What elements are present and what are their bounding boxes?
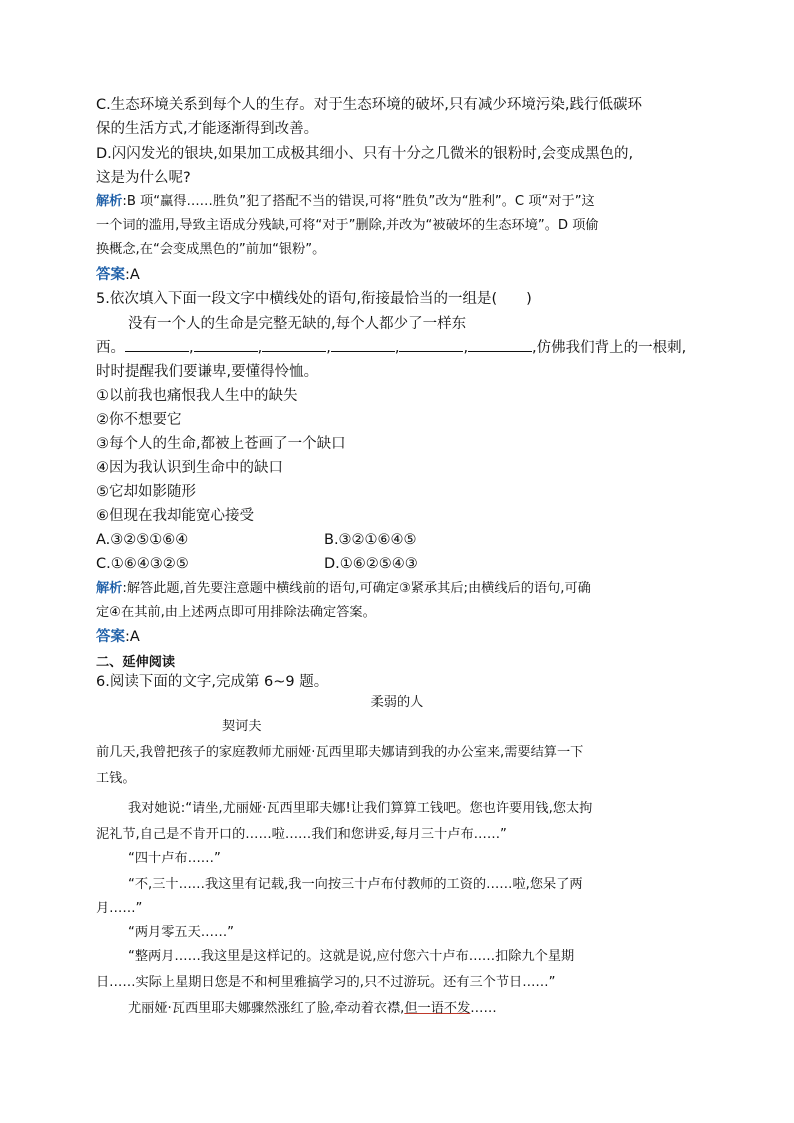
option-c: C.①⑥④③②⑤ <box>96 556 189 572</box>
analysis-label: 解析 <box>96 581 123 596</box>
q6-stem: 6.阅读下面的文字,完成第 6~9 题。 <box>96 674 329 690</box>
story-title: 柔弱的人 <box>370 695 424 710</box>
story-p7 <box>128 998 497 1020</box>
q5-options-row2 <box>96 553 596 575</box>
option-d: D.①⑥②⑤④③ <box>324 556 418 572</box>
blank-1 <box>125 337 189 352</box>
q5-item-2: ②你不想要它 <box>96 412 182 428</box>
story-text: 尤丽娅·瓦西里耶夫娜骤然涨红了脸,牵动着衣襟, <box>128 1001 405 1016</box>
q4-analysis-line2: 一个词的滥用,导致主语成分残缺,可将“对于”删除,并改为“被破坏的生态环境”。D 项偷 <box>96 218 599 233</box>
underlined-phrase: 但一语不发 <box>404 1001 471 1016</box>
answer-label: 答案 <box>96 629 125 645</box>
story-p3: “四十卢布……” <box>128 851 221 866</box>
q5-item-4: ④因为我认识到生命中的缺口 <box>96 460 283 476</box>
q4-analysis-line3: 换概念,在“会变成黑色的”前加“银粉”。 <box>96 242 326 257</box>
q4-option-c-line2: 保的生活方式,才能逐渐得到改善。 <box>96 121 319 137</box>
passage-text: ,仿佛我们背上的一根刺, <box>532 340 687 356</box>
option-a: A.③②⑤①⑥④ <box>96 532 189 548</box>
q5-options-row1 <box>96 529 596 551</box>
story-p2-line2: 泥礼节,自己是不肯开口的……啦……我们和您讲妥,每月三十卢布……” <box>96 827 507 842</box>
q4-answer <box>96 264 140 286</box>
answer-label: 答案 <box>96 267 125 283</box>
q5-stem: 5.依次填入下面一段文字中横线处的语句,衔接最恰当的一组是( ) <box>96 291 532 307</box>
q5-analysis-line2: 定④在其前,由上述两点即可用排除法确定答案。 <box>96 605 376 620</box>
q5-item-6: ⑥但现在我却能宽心接受 <box>96 508 254 524</box>
story-author: 契诃夫 <box>222 719 262 734</box>
blank-3 <box>262 337 326 352</box>
section-heading: 二、延伸阅读 <box>96 655 176 670</box>
blank-5 <box>399 337 463 352</box>
story-p6-line2: 日……实际上星期日您是不和柯里雅搞学习的,只不过游玩。还有三个节日……” <box>96 975 556 990</box>
answer-value: :A <box>125 267 140 283</box>
story-p2-line1: 我对她说:“请坐,尤丽娅·瓦西里耶夫娜!让我们算算工钱吧。您也许要用钱,您太拘 <box>128 801 593 816</box>
q5-answer <box>96 626 140 648</box>
story-p1-line1: 前几天,我曾把孩子的家庭教师尤丽娅·瓦西里耶夫娜请到我的办公室来,需要结算一下 <box>96 745 584 760</box>
q5-analysis-line1 <box>96 578 591 600</box>
story-p4-line2: 月……” <box>96 901 143 916</box>
q5-passage-line3: 时时提醒我们要谦卑,要懂得怜恤。 <box>96 364 319 380</box>
q4-analysis-line1 <box>96 191 595 213</box>
q5-item-5: ⑤它却如影随形 <box>96 484 196 500</box>
q4-option-d-line1: D.闪闪发光的银块,如果加工成极其细小、只有十分之几微米的银粉时,会变成黑色的, <box>96 146 634 162</box>
story-p6-line1: “整两月……我这里是这样记的。这就是说,应付您六十卢布……扣除九个星期 <box>128 949 575 964</box>
analysis-label: 解析 <box>96 194 123 209</box>
blank-6 <box>468 337 532 352</box>
story-p4-line1: “不,三十……我这里有记载,我一向按三十卢布付教师的工资的……啦,您呆了两 <box>128 877 583 892</box>
q5-passage-line1: 没有一个人的生命是完整无缺的,每个人都少了一样东 <box>128 316 467 332</box>
story-text: …… <box>470 1001 497 1016</box>
q5-item-1: ①以前我也痛恨我人生中的缺失 <box>96 388 298 404</box>
story-p1-line2: 工钱。 <box>96 771 136 786</box>
blank-2 <box>194 337 258 352</box>
analysis-text: :解答此题,首先要注意题中横线前的语句,可确定③紧承其后;由横线后的语句,可确 <box>122 581 591 596</box>
q4-option-c-line1: C.生态环境关系到每个人的生存。对于生态环境的破坏,只有减少环境污染,践行低碳环 <box>96 97 642 113</box>
analysis-text: :B 项“赢得……胜负”犯了搭配不当的错误,可将“胜负”改为“胜利”。C 项“对于”这 <box>122 194 595 209</box>
blank-4 <box>331 337 395 352</box>
option-b: B.③②①⑥④⑤ <box>324 532 417 548</box>
story-p5: “两月零五天……” <box>128 925 234 940</box>
q4-option-d-line2: 这是为什么呢? <box>96 170 191 186</box>
q5-passage-line2: 西。 , , , , , ,仿佛我们背上的一根刺, <box>96 337 686 359</box>
q5-item-3: ③每个人的生命,都被上苍画了一个缺口 <box>96 436 346 452</box>
passage-text: 西。 <box>96 340 125 356</box>
answer-value: :A <box>125 629 140 645</box>
